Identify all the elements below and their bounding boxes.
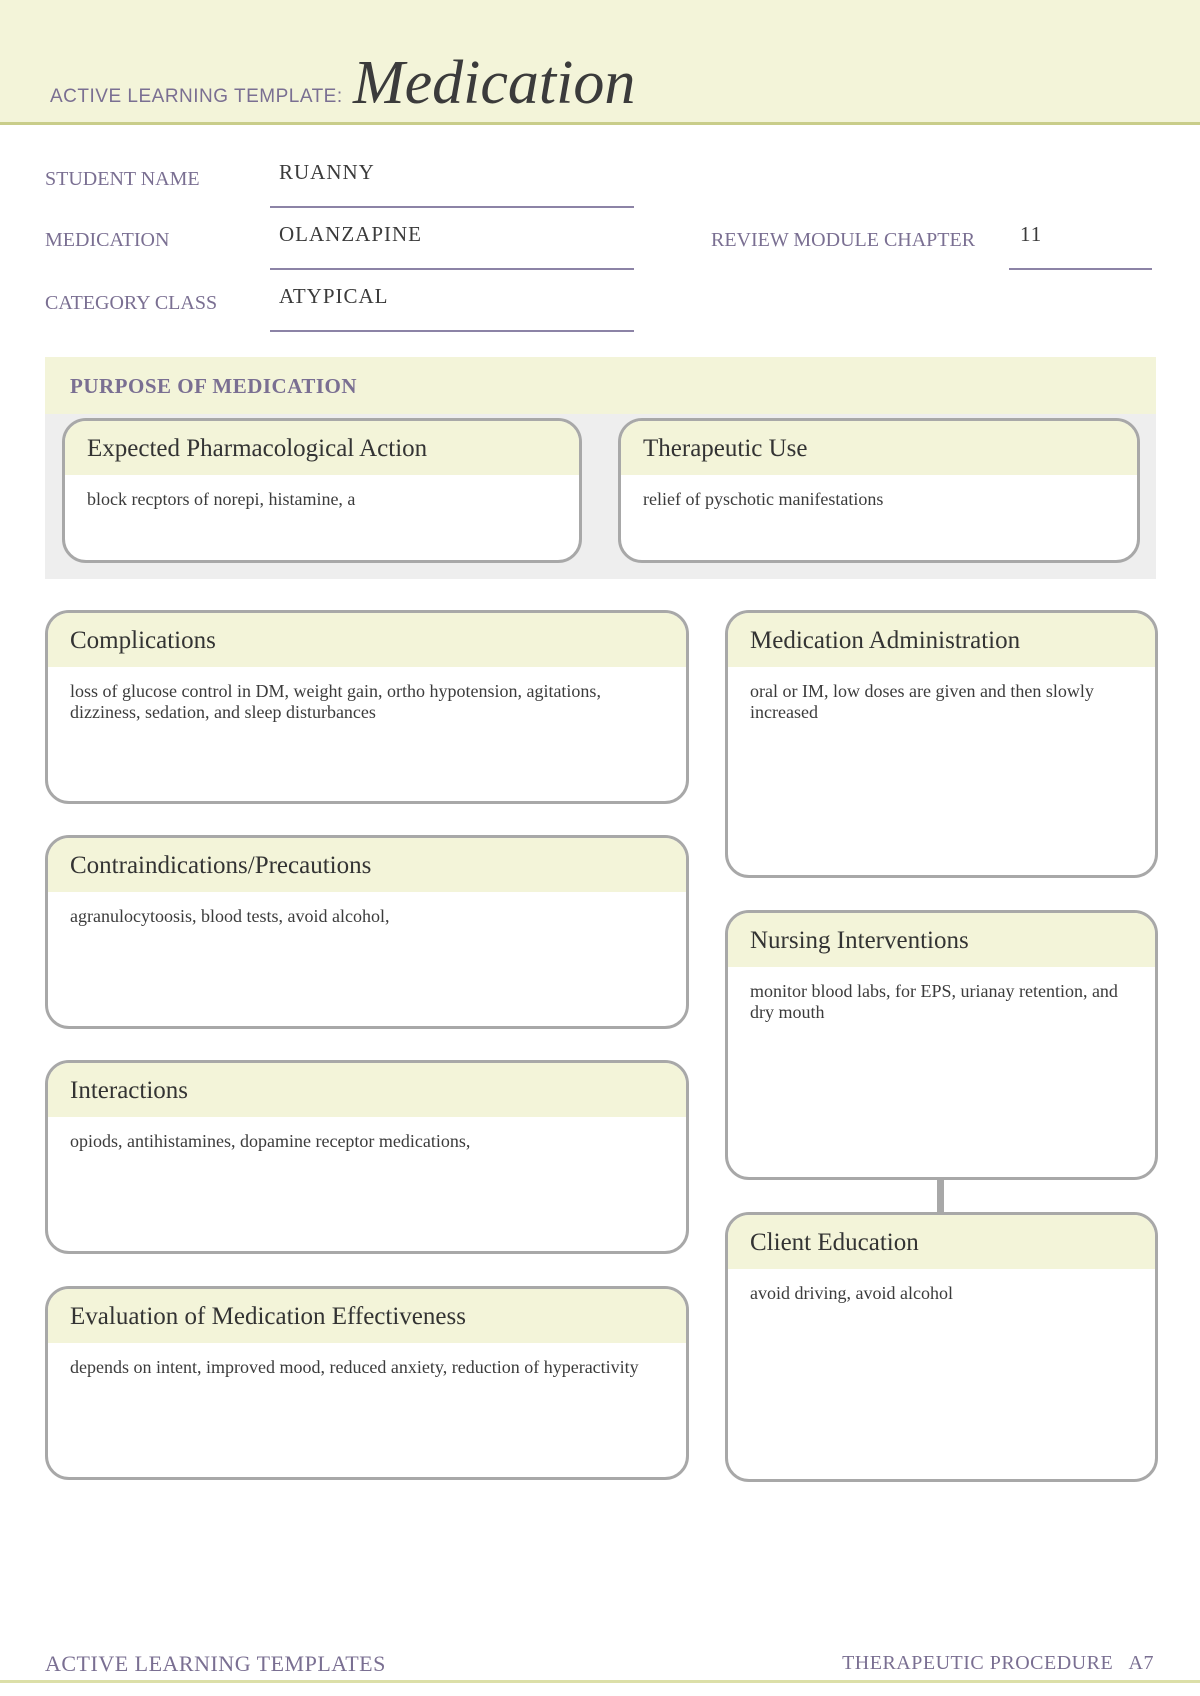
review-module-chapter-underline xyxy=(1009,268,1152,270)
medication-underline xyxy=(270,268,634,270)
contraindications-title: Contraindications/Precautions xyxy=(48,838,686,892)
interactions-box xyxy=(45,1060,689,1254)
medication-label: MEDICATION xyxy=(45,229,170,251)
header-divider xyxy=(0,122,1200,125)
category-class-field[interactable]: ATYPICAL xyxy=(279,284,389,308)
evaluation-box xyxy=(45,1286,689,1480)
therapeutic-use-title: Therapeutic Use xyxy=(621,421,1137,475)
complications-title: Complications xyxy=(48,613,686,667)
therapeutic-use-box xyxy=(618,418,1140,563)
complications-text[interactable]: loss of glucose control in DM, weight gain, ortho hypotension, agitations, dizziness, sedation, and sleep disturbances xyxy=(70,681,601,722)
evaluation-title: Evaluation of Medication Effectiveness xyxy=(48,1289,686,1343)
administration-text[interactable]: oral or IM, low doses are given and then slowly increased xyxy=(750,681,1094,722)
client-education-box xyxy=(725,1212,1158,1482)
interactions-title: Interactions xyxy=(48,1063,686,1117)
review-module-chapter-field[interactable]: 11 xyxy=(1020,222,1043,246)
student-name-label: STUDENT NAME xyxy=(45,168,200,190)
client-education-text[interactable]: avoid driving, avoid alcohol xyxy=(750,1283,953,1303)
administration-title: Medication Administration xyxy=(728,613,1155,667)
student-name-underline xyxy=(270,206,634,208)
student-name-field[interactable]: RUANNY xyxy=(279,160,375,184)
review-module-chapter-label: REVIEW MODULE CHAPTER xyxy=(711,229,976,251)
template-label: ACTIVE LEARNING TEMPLATE: xyxy=(50,86,343,107)
footer-right-text: THERAPEUTIC PROCEDURE A7 xyxy=(842,1652,1154,1674)
therapeutic-use-text[interactable]: relief of pyschotic manifestations xyxy=(643,489,884,509)
category-class-underline xyxy=(270,330,634,332)
footer-divider xyxy=(0,1680,1200,1683)
contraindications-box xyxy=(45,835,689,1029)
medication-field[interactable]: OLANZAPINE xyxy=(279,222,422,246)
interactions-text[interactable]: opiods, antihistamines, dopamine receptor medications, xyxy=(70,1131,471,1151)
nursing-interventions-title: Nursing Interventions xyxy=(728,913,1155,967)
complications-box xyxy=(45,610,689,804)
nursing-interventions-text[interactable]: monitor blood labs, for EPS, urianay retention, and dry mouth xyxy=(750,981,1118,1022)
page-title: Medication xyxy=(353,49,636,117)
category-class-label: CATEGORY CLASS xyxy=(45,292,218,314)
pharm-action-box xyxy=(62,418,582,563)
nursing-interventions-box xyxy=(725,910,1158,1180)
administration-box xyxy=(725,610,1158,878)
pharm-action-title: Expected Pharmacological Action xyxy=(65,421,579,475)
contraindications-text[interactable]: agranulocytoosis, blood tests, avoid alcohol, xyxy=(70,906,390,926)
evaluation-text[interactable]: depends on intent, improved mood, reduced anxiety, reduction of hyperactivity xyxy=(70,1357,639,1377)
pharm-action-text[interactable]: block recptors of norepi, histamine, a xyxy=(87,489,356,509)
box-connector xyxy=(937,1180,944,1214)
client-education-title: Client Education xyxy=(728,1215,1155,1269)
purpose-title: PURPOSE OF MEDICATION xyxy=(70,374,358,398)
footer-left-text: ACTIVE LEARNING TEMPLATES xyxy=(45,1651,386,1676)
